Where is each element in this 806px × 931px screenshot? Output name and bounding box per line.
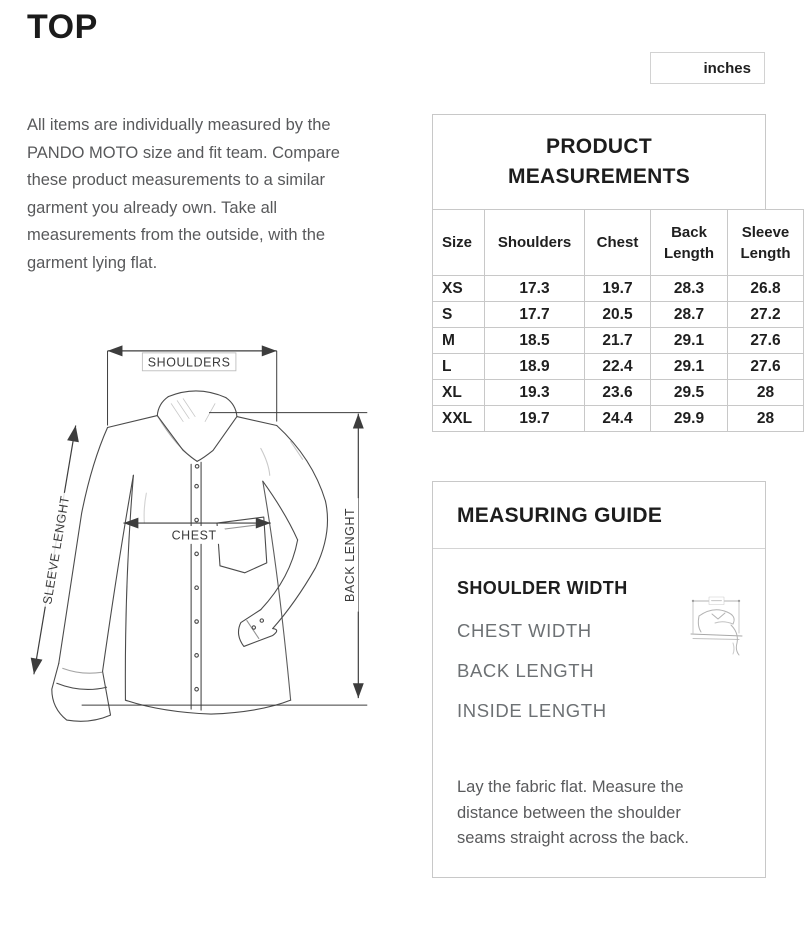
table-header-row xyxy=(433,210,804,276)
shoulders-label: SHOULDERS xyxy=(147,355,231,370)
measuring-guide-title: MEASURING GUIDE xyxy=(457,504,663,527)
table-row xyxy=(433,406,804,432)
value-cell: 18.9 xyxy=(485,354,585,380)
column-header-sleeve-length: Sleeve Length xyxy=(728,210,804,276)
value-cell: 17.7 xyxy=(485,302,585,328)
value-cell: 27.6 xyxy=(728,328,804,354)
size-cell: XS xyxy=(433,276,485,302)
shoulder-measure-icon xyxy=(689,591,745,657)
value-cell: 28.7 xyxy=(651,302,728,328)
value-cell: 29.1 xyxy=(651,354,728,380)
table-row xyxy=(433,276,804,302)
value-cell: 27.6 xyxy=(728,354,804,380)
size-cell: L xyxy=(433,354,485,380)
value-cell: 20.5 xyxy=(585,302,651,328)
back-length-dimension xyxy=(339,498,358,611)
sleeve-length-label: SLEEVE LENGHT xyxy=(40,494,73,606)
guide-description: Lay the fabric flat. Measure the distance between the shoulder seams straight across the back. xyxy=(457,778,690,847)
table-row xyxy=(433,354,804,380)
value-cell: 29.1 xyxy=(651,328,728,354)
value-cell: 23.6 xyxy=(585,380,651,406)
size-cell: XL xyxy=(433,380,485,406)
chest-label: CHEST xyxy=(171,528,217,543)
guide-item-shoulder-width[interactable]: SHOULDER WIDTH xyxy=(457,578,628,598)
value-cell: 29.5 xyxy=(651,380,728,406)
column-header-chest: Chest xyxy=(585,210,651,276)
unit-toggle-button[interactable]: inches xyxy=(650,52,765,84)
value-cell: 28 xyxy=(728,406,804,432)
size-cell: S xyxy=(433,302,485,328)
back-length-label: BACK LENGHT xyxy=(342,507,357,603)
column-header-size: Size xyxy=(433,210,485,276)
shoulders-dimension xyxy=(142,353,236,371)
page-title: TOP xyxy=(27,8,98,46)
value-cell: 19.3 xyxy=(485,380,585,406)
column-header-shoulders: Shoulders xyxy=(485,210,585,276)
measuring-guide-panel xyxy=(432,481,766,878)
table-row xyxy=(433,380,804,406)
guide-item-inside-length[interactable]: INSIDE LENGTH xyxy=(457,700,607,721)
divider xyxy=(433,548,765,549)
value-cell: 24.4 xyxy=(585,406,651,432)
value-cell: 26.8 xyxy=(728,276,804,302)
size-cell: XXL xyxy=(433,406,485,432)
table-row xyxy=(433,302,804,328)
shirt-sketch xyxy=(52,391,328,721)
shirt-measurement-diagram xyxy=(12,333,422,729)
value-cell: 28 xyxy=(728,380,804,406)
value-cell: 19.7 xyxy=(485,406,585,432)
value-cell: 21.7 xyxy=(585,328,651,354)
value-cell: 29.9 xyxy=(651,406,728,432)
sleeve-length-dimension xyxy=(37,492,74,609)
column-header-back-length: Back Length xyxy=(651,210,728,276)
guide-item-back-length[interactable]: BACK LENGTH xyxy=(457,660,595,681)
value-cell: 28.3 xyxy=(651,276,728,302)
value-cell: 17.3 xyxy=(485,276,585,302)
product-measurements-title: PRODUCT MEASUREMENTS xyxy=(507,134,691,188)
product-measurements-table xyxy=(432,209,804,432)
product-measurements-header xyxy=(432,114,766,209)
intro-text: All items are individually measured by the PANDO MOTO size and fit team. Compare these product measurements to a similar garment you already own. Take all measurements from the outside, with the garment lying flat. xyxy=(27,116,340,272)
value-cell: 18.5 xyxy=(485,328,585,354)
value-cell: 19.7 xyxy=(585,276,651,302)
table-row xyxy=(433,328,804,354)
value-cell: 27.2 xyxy=(728,302,804,328)
guide-item-chest-width[interactable]: CHEST WIDTH xyxy=(457,620,592,641)
chest-dimension xyxy=(161,526,227,544)
size-cell: M xyxy=(433,328,485,354)
value-cell: 22.4 xyxy=(585,354,651,380)
